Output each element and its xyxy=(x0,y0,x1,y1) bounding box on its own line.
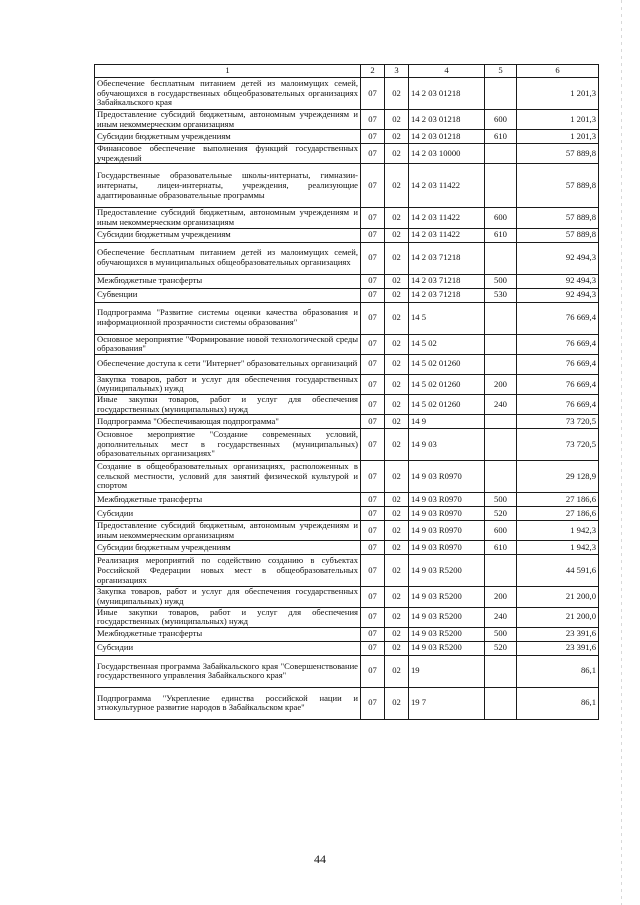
row-subsection: 02 xyxy=(385,208,409,228)
table-row xyxy=(95,302,599,334)
row-subsection: 02 xyxy=(385,144,409,164)
row-name: Обеспечение бесплатным питанием детей из малоимущих семей, обучающихся в государственных общеобразовательных организациях Забайкальского края xyxy=(95,78,361,110)
row-amount: 1 942,3 xyxy=(517,521,599,541)
table-row xyxy=(95,493,599,507)
row-subsection: 02 xyxy=(385,394,409,414)
row-target-code: 14 2 03 11422 xyxy=(409,164,485,208)
row-expense-type: 610 xyxy=(485,541,517,555)
row-target-code: 14 9 03 xyxy=(409,429,485,461)
row-name: Подпрограмма "Развитие системы оценки качества образования и информационной прозрачности системы образования" xyxy=(95,302,361,334)
row-target-code: 14 9 03 R5200 xyxy=(409,641,485,655)
table-row xyxy=(95,607,599,627)
row-section: 07 xyxy=(361,655,385,687)
table-row xyxy=(95,374,599,394)
row-section: 07 xyxy=(361,288,385,302)
table-row xyxy=(95,415,599,429)
row-subsection: 02 xyxy=(385,164,409,208)
row-subsection: 02 xyxy=(385,429,409,461)
row-amount: 1 942,3 xyxy=(517,541,599,555)
row-amount: 57 889,8 xyxy=(517,164,599,208)
table-row xyxy=(95,130,599,144)
row-subsection: 02 xyxy=(385,493,409,507)
row-amount: 21 200,0 xyxy=(517,607,599,627)
table-row xyxy=(95,461,599,493)
row-target-code: 14 5 02 xyxy=(409,334,485,354)
row-name: Подпрограмма "Укрепление единства российской нации и этнокультурное развитие народов в Забайкальском крае" xyxy=(95,687,361,719)
row-name: Межбюджетные трансферты xyxy=(95,274,361,288)
table-row xyxy=(95,228,599,242)
row-amount: 44 591,6 xyxy=(517,555,599,587)
header-col-4: 4 xyxy=(409,65,485,78)
table-row xyxy=(95,144,599,164)
row-section: 07 xyxy=(361,555,385,587)
row-amount: 1 201,3 xyxy=(517,130,599,144)
row-name: Межбюджетные трансферты xyxy=(95,627,361,641)
row-name: Иные закупки товаров, работ и услуг для обеспечения государственных (муниципальных) нужд xyxy=(95,607,361,627)
row-expense-type: 520 xyxy=(485,507,517,521)
table-row xyxy=(95,274,599,288)
row-subsection: 02 xyxy=(385,641,409,655)
row-subsection: 02 xyxy=(385,110,409,130)
row-target-code: 14 9 03 R0970 xyxy=(409,507,485,521)
row-expense-type xyxy=(485,78,517,110)
row-section: 07 xyxy=(361,541,385,555)
row-amount: 92 494,3 xyxy=(517,288,599,302)
table-row xyxy=(95,354,599,374)
row-expense-type: 500 xyxy=(485,493,517,507)
row-expense-type xyxy=(485,687,517,719)
row-target-code: 14 9 03 R5200 xyxy=(409,587,485,607)
row-expense-type xyxy=(485,242,517,274)
row-section: 07 xyxy=(361,354,385,374)
row-name: Субсидии xyxy=(95,641,361,655)
table-row xyxy=(95,78,599,110)
row-section: 07 xyxy=(361,334,385,354)
row-section: 07 xyxy=(361,242,385,274)
row-subsection: 02 xyxy=(385,507,409,521)
row-name: Финансовое обеспечение выполнения функций государственных учреждений xyxy=(95,144,361,164)
row-subsection: 02 xyxy=(385,541,409,555)
row-amount: 86,1 xyxy=(517,655,599,687)
row-expense-type: 500 xyxy=(485,274,517,288)
row-target-code: 14 5 xyxy=(409,302,485,334)
row-name: Основное мероприятие "Создание современных условий, дополнительных мест в государственных (муниципальных) образовательных организациях" xyxy=(95,429,361,461)
row-section: 07 xyxy=(361,164,385,208)
row-target-code: 14 5 02 01260 xyxy=(409,394,485,414)
row-target-code: 14 2 03 71218 xyxy=(409,288,485,302)
table-row xyxy=(95,587,599,607)
row-name: Субсидии бюджетным учреждениям xyxy=(95,541,361,555)
row-name: Подпрограмма "Обеспечивающая подпрограмма" xyxy=(95,415,361,429)
row-expense-type: 530 xyxy=(485,288,517,302)
row-expense-type xyxy=(485,144,517,164)
row-section: 07 xyxy=(361,493,385,507)
row-expense-type: 200 xyxy=(485,587,517,607)
row-subsection: 02 xyxy=(385,242,409,274)
row-expense-type xyxy=(485,354,517,374)
table-row xyxy=(95,507,599,521)
header-col-3: 3 xyxy=(385,65,409,78)
row-subsection: 02 xyxy=(385,607,409,627)
page-number: 44 xyxy=(314,852,326,866)
row-target-code: 14 9 03 R5200 xyxy=(409,607,485,627)
row-expense-type: 500 xyxy=(485,627,517,641)
row-name: Предоставление субсидий бюджетным, автономным учреждениям и иным некоммерческим организациям xyxy=(95,521,361,541)
row-amount: 57 889,8 xyxy=(517,208,599,228)
row-section: 07 xyxy=(361,461,385,493)
row-section: 07 xyxy=(361,274,385,288)
row-name: Предоставление субсидий бюджетным, автономным учреждениям и иным некоммерческим организациям xyxy=(95,110,361,130)
row-target-code: 14 2 03 10000 xyxy=(409,144,485,164)
row-amount: 57 889,8 xyxy=(517,144,599,164)
row-section: 07 xyxy=(361,641,385,655)
row-name: Обеспечение бесплатным питанием детей из малоимущих семей, обучающихся в муниципальных общеобразовательных организациях xyxy=(95,242,361,274)
row-amount: 73 720,5 xyxy=(517,415,599,429)
row-target-code: 14 5 02 01260 xyxy=(409,354,485,374)
row-amount: 76 669,4 xyxy=(517,394,599,414)
table-row xyxy=(95,541,599,555)
budget-table xyxy=(94,64,599,720)
row-section: 07 xyxy=(361,228,385,242)
row-section: 07 xyxy=(361,587,385,607)
row-expense-type: 240 xyxy=(485,394,517,414)
row-expense-type xyxy=(485,429,517,461)
row-subsection: 02 xyxy=(385,274,409,288)
scan-edge-line xyxy=(621,0,622,905)
row-section: 07 xyxy=(361,78,385,110)
row-expense-type: 610 xyxy=(485,228,517,242)
row-section: 07 xyxy=(361,507,385,521)
table-row xyxy=(95,394,599,414)
row-section: 07 xyxy=(361,374,385,394)
row-expense-type xyxy=(485,655,517,687)
table-row xyxy=(95,288,599,302)
row-amount: 1 201,3 xyxy=(517,110,599,130)
row-target-code: 14 9 03 R0970 xyxy=(409,461,485,493)
row-section: 07 xyxy=(361,521,385,541)
row-name: Закупка товаров, работ и услуг для обеспечения государственных (муниципальных) нужд xyxy=(95,374,361,394)
row-target-code: 14 9 03 R0970 xyxy=(409,493,485,507)
row-expense-type: 600 xyxy=(485,521,517,541)
row-expense-type xyxy=(485,334,517,354)
row-target-code: 14 9 xyxy=(409,415,485,429)
row-subsection: 02 xyxy=(385,374,409,394)
row-expense-type: 600 xyxy=(485,110,517,130)
row-subsection: 02 xyxy=(385,415,409,429)
row-section: 07 xyxy=(361,415,385,429)
row-target-code: 14 5 02 01260 xyxy=(409,374,485,394)
row-expense-type xyxy=(485,164,517,208)
row-section: 07 xyxy=(361,627,385,641)
row-name: Закупка товаров, работ и услуг для обеспечения государственных (муниципальных) нужд xyxy=(95,587,361,607)
row-name: Межбюджетные трансферты xyxy=(95,493,361,507)
row-subsection: 02 xyxy=(385,655,409,687)
row-target-code: 14 2 03 01218 xyxy=(409,78,485,110)
row-name: Предоставление субсидий бюджетным, автономным учреждениям и иным некоммерческим организациям xyxy=(95,208,361,228)
row-name: Обеспечение доступа к сети "Интернет" образовательных организаций xyxy=(95,354,361,374)
row-amount: 23 391,6 xyxy=(517,627,599,641)
row-target-code: 14 9 03 R5200 xyxy=(409,555,485,587)
row-expense-type xyxy=(485,415,517,429)
row-name: Государственные образовательные школы-интернаты, гимназии-интернаты, лицеи-интернаты, учреждения, реализующие адаптированные образовательные программы xyxy=(95,164,361,208)
row-subsection: 02 xyxy=(385,521,409,541)
row-subsection: 02 xyxy=(385,461,409,493)
row-subsection: 02 xyxy=(385,288,409,302)
row-target-code: 19 xyxy=(409,655,485,687)
row-target-code: 19 7 xyxy=(409,687,485,719)
row-section: 07 xyxy=(361,130,385,144)
row-section: 07 xyxy=(361,429,385,461)
row-name: Государственная программа Забайкальского края "Совершенствование государственного управления Забайкальского края" xyxy=(95,655,361,687)
row-amount: 76 669,4 xyxy=(517,302,599,334)
row-amount: 76 669,4 xyxy=(517,334,599,354)
table-row xyxy=(95,164,599,208)
row-amount: 27 186,6 xyxy=(517,493,599,507)
row-name: Создание в общеобразовательных организациях, расположенных в сельской местности, условий для занятий физической культурой и спортом xyxy=(95,461,361,493)
table-row xyxy=(95,627,599,641)
row-target-code: 14 2 03 71218 xyxy=(409,242,485,274)
table-row xyxy=(95,429,599,461)
row-name: Основное мероприятие "Формирование новой технологической среды образования" xyxy=(95,334,361,354)
row-expense-type: 610 xyxy=(485,130,517,144)
row-amount: 23 391,6 xyxy=(517,641,599,655)
table-row xyxy=(95,521,599,541)
row-target-code: 14 9 03 R0970 xyxy=(409,541,485,555)
row-target-code: 14 2 03 11422 xyxy=(409,208,485,228)
table-row xyxy=(95,334,599,354)
row-amount: 76 669,4 xyxy=(517,374,599,394)
table-header-row xyxy=(95,65,599,78)
row-section: 07 xyxy=(361,394,385,414)
row-amount: 92 494,3 xyxy=(517,242,599,274)
row-amount: 76 669,4 xyxy=(517,354,599,374)
row-section: 07 xyxy=(361,302,385,334)
row-target-code: 14 9 03 R0970 xyxy=(409,521,485,541)
row-section: 07 xyxy=(361,687,385,719)
row-name: Субсидии xyxy=(95,507,361,521)
row-subsection: 02 xyxy=(385,687,409,719)
row-subsection: 02 xyxy=(385,130,409,144)
row-amount: 73 720,5 xyxy=(517,429,599,461)
row-subsection: 02 xyxy=(385,555,409,587)
row-name: Иные закупки товаров, работ и услуг для обеспечения государственных (муниципальных) нужд xyxy=(95,394,361,414)
row-amount: 1 201,3 xyxy=(517,78,599,110)
row-amount: 57 889,8 xyxy=(517,228,599,242)
header-col-1: 1 xyxy=(95,65,361,78)
row-target-code: 14 2 03 11422 xyxy=(409,228,485,242)
row-name: Субсидии бюджетным учреждениям xyxy=(95,130,361,144)
row-amount: 29 128,9 xyxy=(517,461,599,493)
row-subsection: 02 xyxy=(385,334,409,354)
row-expense-type: 520 xyxy=(485,641,517,655)
row-name: Субсидии бюджетным учреждениям xyxy=(95,228,361,242)
table-row xyxy=(95,641,599,655)
row-expense-type: 600 xyxy=(485,208,517,228)
row-expense-type xyxy=(485,555,517,587)
table-row xyxy=(95,687,599,719)
header-col-5: 5 xyxy=(485,65,517,78)
table-row xyxy=(95,555,599,587)
header-col-6: 6 xyxy=(517,65,599,78)
row-expense-type: 240 xyxy=(485,607,517,627)
row-amount: 92 494,3 xyxy=(517,274,599,288)
table-body xyxy=(95,78,599,720)
row-target-code: 14 2 03 01218 xyxy=(409,110,485,130)
row-amount: 21 200,0 xyxy=(517,587,599,607)
row-subsection: 02 xyxy=(385,228,409,242)
row-amount: 86,1 xyxy=(517,687,599,719)
row-name: Субвенции xyxy=(95,288,361,302)
row-expense-type xyxy=(485,302,517,334)
row-section: 07 xyxy=(361,607,385,627)
table-row xyxy=(95,208,599,228)
row-target-code: 14 9 03 R5200 xyxy=(409,627,485,641)
table-row xyxy=(95,655,599,687)
row-section: 07 xyxy=(361,144,385,164)
row-expense-type: 200 xyxy=(485,374,517,394)
row-target-code: 14 2 03 71218 xyxy=(409,274,485,288)
row-name: Реализация мероприятий по содействию созданию в субъектах Российской Федерации новых мест в общеобразовательных организациях xyxy=(95,555,361,587)
row-subsection: 02 xyxy=(385,627,409,641)
row-section: 07 xyxy=(361,110,385,130)
row-subsection: 02 xyxy=(385,587,409,607)
row-expense-type xyxy=(485,461,517,493)
row-subsection: 02 xyxy=(385,302,409,334)
row-target-code: 14 2 03 01218 xyxy=(409,130,485,144)
row-subsection: 02 xyxy=(385,354,409,374)
header-col-2: 2 xyxy=(361,65,385,78)
row-section: 07 xyxy=(361,208,385,228)
table-row xyxy=(95,242,599,274)
table-row xyxy=(95,110,599,130)
row-subsection: 02 xyxy=(385,78,409,110)
row-amount: 27 186,6 xyxy=(517,507,599,521)
